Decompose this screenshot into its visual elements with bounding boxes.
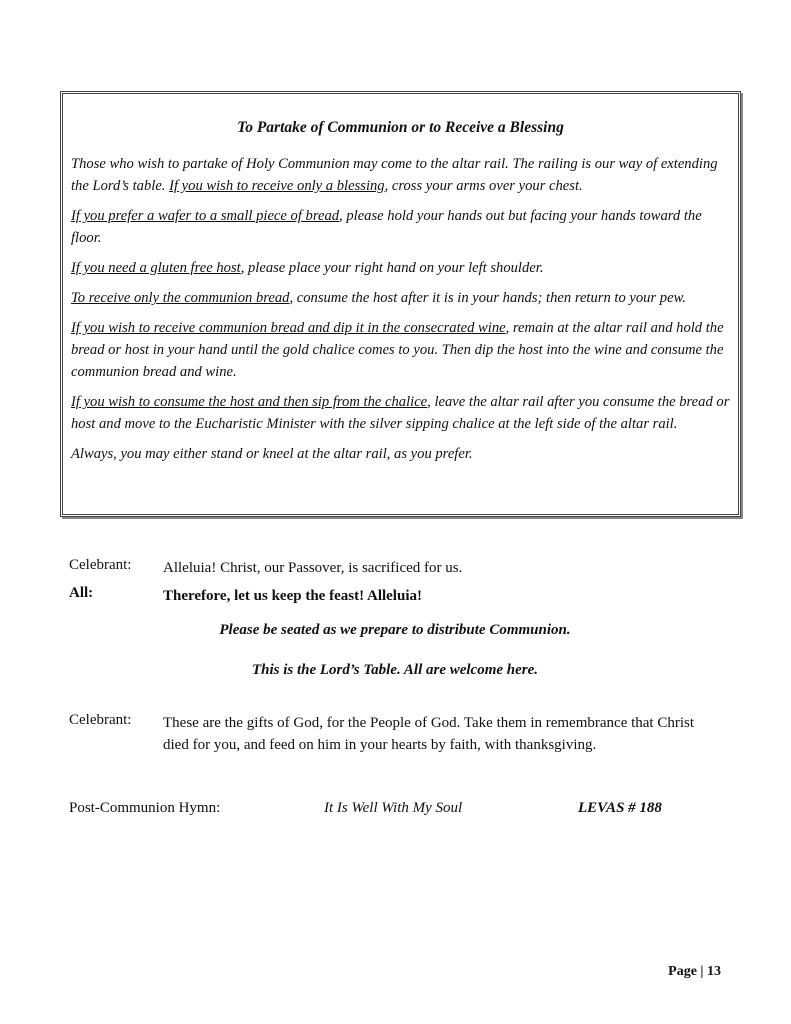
instruction-paragraph: If you need a gluten free host, please place your right hand on your left shoulder. — [71, 260, 544, 276]
dialog-text: Alleluia! Christ, our Passover, is sacrificed for us. — [163, 560, 463, 576]
seating-notice: Please be seated as we prepare to distribute Communion. — [219, 622, 571, 638]
page-number: Page | 13 — [668, 964, 721, 979]
instruction-paragraph: Always, you may either stand or kneel at the altar rail, as you prefer. — [71, 446, 473, 462]
instruction-paragraph: If you prefer a wafer to a small piece of bread, please hold your hands out but facing your hands toward the floor. — [71, 208, 702, 246]
welcome-notice: This is the Lord’s Table. All are welcome here. — [251, 662, 539, 678]
hymn-title: It Is Well With My Soul — [324, 800, 463, 816]
communion-instructions-box — [60, 91, 741, 517]
dialog-text: These are the gifts of God, for the People of God. Take them in remembrance that Christ died for you, and feed on him in your hearts by faith, with thanksgiving. — [163, 715, 695, 753]
speaker-label: All: — [69, 585, 94, 601]
instruction-paragraph: If you wish to consume the host and then sip from the chalice, leave the altar rail after you consume the bread or host and move to the Eucharistic Minister with the silver sipping chalice at the left side of the altar rail. — [71, 394, 730, 432]
hymn-number: LEVAS # 188 — [578, 800, 662, 816]
box-title: To Partake of Communion or to Receive a Blessing — [237, 119, 564, 136]
speaker-label: Celebrant: — [69, 712, 132, 728]
hymn-label: Post-Communion Hymn: — [69, 800, 221, 816]
instruction-paragraph: Those who wish to partake of Holy Communion may come to the altar rail. The railing is our way of extending the Lord’s table. If you wish to receive only a blessing, cross your arms over your chest. — [71, 156, 718, 194]
dialog-text: Therefore, let us keep the feast! Alleluia! — [163, 588, 422, 604]
instruction-paragraph: To receive only the communion bread, consume the host after it is in your hands; then return to your pew. — [71, 290, 686, 306]
instruction-paragraph: If you wish to receive communion bread and dip it in the consecrated wine, remain at the altar rail and hold the bread or host in your hand until the gold chalice comes to you. Then dip the host into the wine and consume the communion bread and wine. — [71, 320, 724, 380]
speaker-label: Celebrant: — [69, 557, 132, 573]
